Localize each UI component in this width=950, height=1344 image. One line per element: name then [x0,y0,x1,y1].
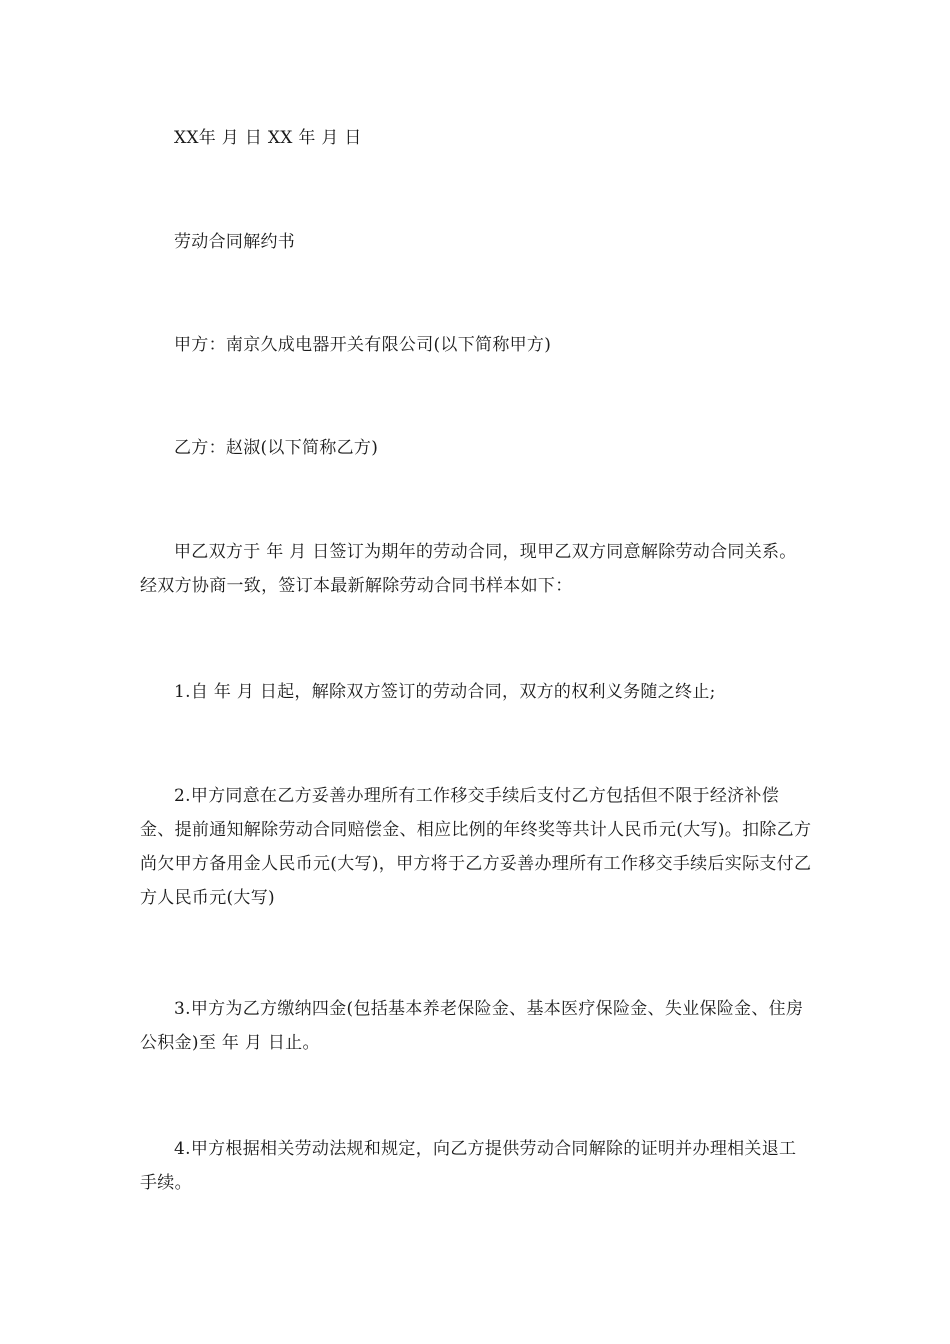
party-a-line: 甲方：南京久成电器开关有限公司(以下简称甲方) [174,335,552,355]
clause-2: 2.甲方同意在乙方妥善办理所有工作移交手续后支付乙方包括但不限于经济补偿金、提前通知解除劳动合同赔偿金、相应比例的年终奖等共计人民币元(大写)。扣除乙方尚欠甲方备用金人民币元(大写)，甲方将于乙方妥善办理所有工作移交手续后实际支付乙方人民币元(大写) [140,786,812,908]
clause-3: 3.甲方为乙方缴纳四金(包括基本养老保险金、基本医疗保险金、失业保险金、住房公积金)至 年 月 日止。 [140,999,804,1053]
document-title: 劳动合同解约书 [174,232,296,252]
clause-4: 4.甲方根据相关劳动法规和规定，向乙方提供劳动合同解除的证明并办理相关退工手续。 [140,1139,797,1193]
date-line: XX年 月 日 XX 年 月 日 [174,128,362,148]
clause-1: 1.自 年 月 日起，解除双方签订的劳动合同，双方的权利义务随之终止; [174,682,716,702]
intro-paragraph: 甲乙双方于 年 月 日签订为期年的劳动合同，现甲乙双方同意解除劳动合同关系。经双方协商一致，签订本最新解除劳动合同书样本如下： [140,542,797,596]
party-b-line: 乙方：赵淑(以下简称乙方) [174,438,379,458]
